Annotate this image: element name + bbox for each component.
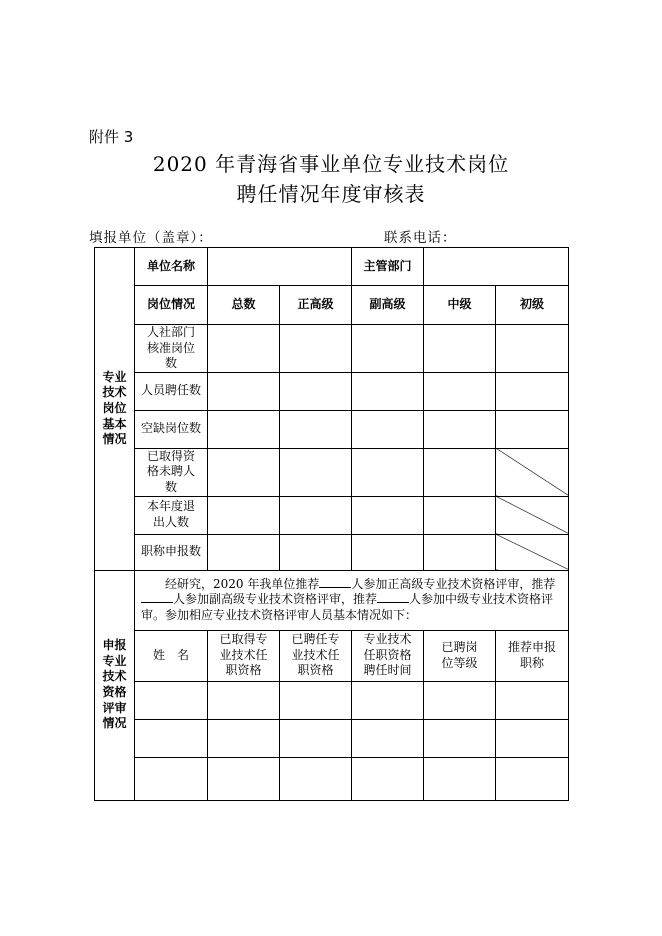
col-header: 推荐申报职称 [496, 630, 569, 681]
data-cell[interactable] [280, 757, 352, 800]
fill-unit-label: 填报单位（盖章）： [89, 230, 213, 246]
data-cell[interactable] [280, 534, 352, 570]
col-header: 正高级 [280, 286, 352, 325]
data-cell[interactable] [496, 410, 569, 448]
col-header: 中级 [424, 286, 496, 325]
row-label: 职称申报数 [135, 534, 208, 570]
data-cell[interactable] [135, 719, 208, 757]
data-cell[interactable] [424, 719, 496, 757]
data-cell[interactable] [280, 719, 352, 757]
data-cell[interactable] [424, 496, 496, 534]
data-cell[interactable] [135, 681, 208, 719]
col-header: 已聘任专业技术任职资格 [280, 630, 352, 681]
data-cell[interactable] [208, 325, 280, 373]
data-cell[interactable] [352, 534, 424, 570]
associate-count-blank[interactable] [141, 592, 173, 603]
data-cell[interactable] [424, 757, 496, 800]
data-cell[interactable] [352, 410, 424, 448]
data-cell[interactable] [496, 681, 569, 719]
col-header: 初级 [496, 286, 569, 325]
row-label: 已取得资格未聘人数 [135, 448, 208, 496]
unit-name-field[interactable] [208, 248, 352, 286]
section2-side-label: 申报专业技术资格评审情况 [95, 570, 135, 800]
data-cell[interactable] [280, 448, 352, 496]
form-title-line1: 2020 年青海省事业单位专业技术岗位 [152, 152, 510, 176]
data-cell[interactable] [424, 681, 496, 719]
col-header: 专业技术任职资格聘任时间 [352, 630, 424, 681]
data-cell[interactable] [208, 372, 280, 410]
col-header: 总数 [208, 286, 280, 325]
data-cell[interactable] [208, 757, 280, 800]
row-label: 人员聘任数 [135, 372, 208, 410]
data-cell[interactable] [352, 372, 424, 410]
data-cell[interactable] [280, 325, 352, 373]
supervisor-field[interactable] [424, 248, 569, 286]
senior-count-blank[interactable] [319, 577, 351, 588]
data-cell[interactable] [280, 372, 352, 410]
recommendation-paragraph: 经研究，2020 年我单位推荐 人参加正高级专业技术资格评审，推荐人参加副高级专业技术资格评审，推荐 人参加中级专业技术资格评审。参加相应专业技术资格评审人员基本情况如下： [135, 570, 569, 630]
data-cell[interactable] [352, 681, 424, 719]
data-cell[interactable] [280, 496, 352, 534]
intermediate-count-blank[interactable] [377, 592, 409, 603]
col-header: 岗位情况 [135, 286, 208, 325]
data-cell[interactable] [208, 719, 280, 757]
col-header: 已聘岗位等级 [424, 630, 496, 681]
attachment-label: 附件 3 [89, 128, 134, 146]
data-cell[interactable] [352, 448, 424, 496]
data-cell[interactable] [424, 372, 496, 410]
section1-side-label: 专业技术岗位基本情况 [95, 248, 135, 571]
data-cell[interactable] [208, 534, 280, 570]
diagonal-cell [496, 534, 569, 570]
data-cell[interactable] [208, 496, 280, 534]
unit-name-label: 单位名称 [135, 248, 208, 286]
col-header: 已取得专业技术任职资格 [208, 630, 280, 681]
form-title-line2: 聘任情况年度审核表 [236, 182, 426, 206]
data-cell[interactable] [208, 410, 280, 448]
review-form-table [94, 247, 569, 801]
data-cell[interactable] [280, 410, 352, 448]
data-cell[interactable] [496, 719, 569, 757]
data-cell[interactable] [280, 681, 352, 719]
data-cell[interactable] [208, 681, 280, 719]
data-cell[interactable] [424, 448, 496, 496]
row-label: 空缺岗位数 [135, 410, 208, 448]
data-cell[interactable] [424, 534, 496, 570]
data-cell[interactable] [352, 757, 424, 800]
diagonal-cell [496, 496, 569, 534]
data-cell[interactable] [496, 372, 569, 410]
row-label: 人社部门核准岗位数 [135, 325, 208, 373]
data-cell[interactable] [496, 325, 569, 373]
data-cell[interactable] [208, 448, 280, 496]
data-cell[interactable] [352, 325, 424, 373]
data-cell[interactable] [496, 757, 569, 800]
data-cell[interactable] [424, 410, 496, 448]
diagonal-cell [496, 448, 569, 496]
contact-phone-label: 联系电话： [384, 230, 457, 246]
row-label: 本年度退出人数 [135, 496, 208, 534]
data-cell[interactable] [352, 719, 424, 757]
supervisor-label: 主管部门 [352, 248, 424, 286]
data-cell[interactable] [352, 496, 424, 534]
data-cell[interactable] [135, 757, 208, 800]
col-header: 姓 名 [135, 630, 208, 681]
col-header: 副高级 [352, 286, 424, 325]
data-cell[interactable] [424, 325, 496, 373]
